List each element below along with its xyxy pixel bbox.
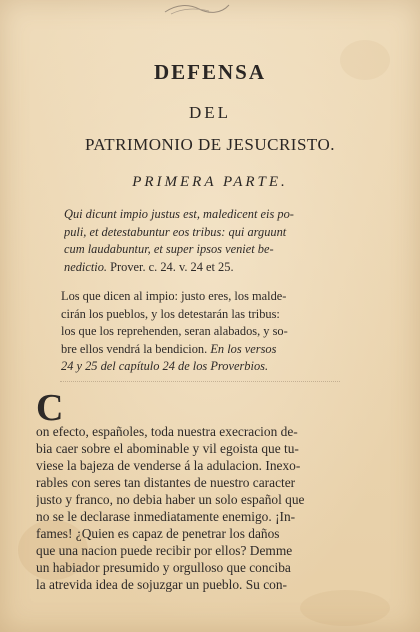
- body-line: que una nacion puede recibir por ellos? Demme: [36, 543, 293, 558]
- part-heading: PRIMERA PARTE.: [132, 174, 288, 190]
- translation-line: los que los reprehenden, seran alabados, y so-: [61, 324, 288, 338]
- citation-text: 24 y 25 del capítulo 24 de los Proverbios.: [61, 359, 269, 373]
- epigraph-line: cum laudabuntur, et super ipsos veniet be-: [64, 242, 274, 256]
- section-divider: [60, 381, 340, 382]
- bible-reference: Prover. c. 24. v. 24 et 25.: [107, 259, 234, 274]
- paper-stain: [300, 590, 390, 626]
- drop-cap: C: [36, 387, 64, 429]
- title-connector: DEL: [188, 103, 232, 122]
- epigraph-line: puli, et detestabuntur eos tribus: qui arguunt: [64, 224, 287, 239]
- translation-text: bre ellos vendrá la bendicion.: [61, 341, 211, 356]
- body-line: justo y franco, no debia haber un solo español que: [36, 492, 305, 507]
- title-subject: PATRIMONIO DE JESUCRISTO.: [84, 135, 336, 154]
- body-line: on efecto, españoles, toda nuestra execracion de-: [36, 424, 298, 439]
- spanish-epigraph: [61, 288, 369, 376]
- translation-citation: [61, 358, 369, 376]
- body-line: viese la bajeza de venderse á la adulacion. Inexo-: [36, 458, 301, 473]
- epigraph-line: Qui dicunt impio justus est, maledicent eis po-: [64, 207, 294, 221]
- body-line: la atrevida idea de sojuzgar un pueblo. Su con-: [36, 577, 287, 592]
- citation-lead: En los versos: [210, 341, 277, 356]
- epigraph-line: [64, 259, 364, 277]
- page-title: DEFENSA: [153, 60, 267, 84]
- translation-line: [61, 341, 369, 359]
- latin-epigraph: [64, 206, 364, 276]
- body-line: bia caer sobre el abominable y vil egoista que tu-: [36, 441, 299, 456]
- body-line: un habiador presumido y orgulloso que conciba: [36, 560, 291, 575]
- body-paragraph: [36, 387, 362, 593]
- translation-line: cirán los pueblos, y los detestarán las tribus:: [61, 306, 280, 321]
- ink-flourish-mark: [163, 2, 231, 16]
- body-line: fames! ¿Quien es capaz de penetrar los daños: [36, 526, 280, 541]
- body-line: no se le declarase inmediatamente enemigo. ¡In-: [36, 509, 296, 524]
- translation-line: Los que dicen al impio: justo eres, los malde-: [61, 289, 287, 303]
- body-line: rables con seres tan distantes de nuestro caracter: [36, 475, 296, 490]
- epigraph-word: nedictio.: [64, 259, 108, 274]
